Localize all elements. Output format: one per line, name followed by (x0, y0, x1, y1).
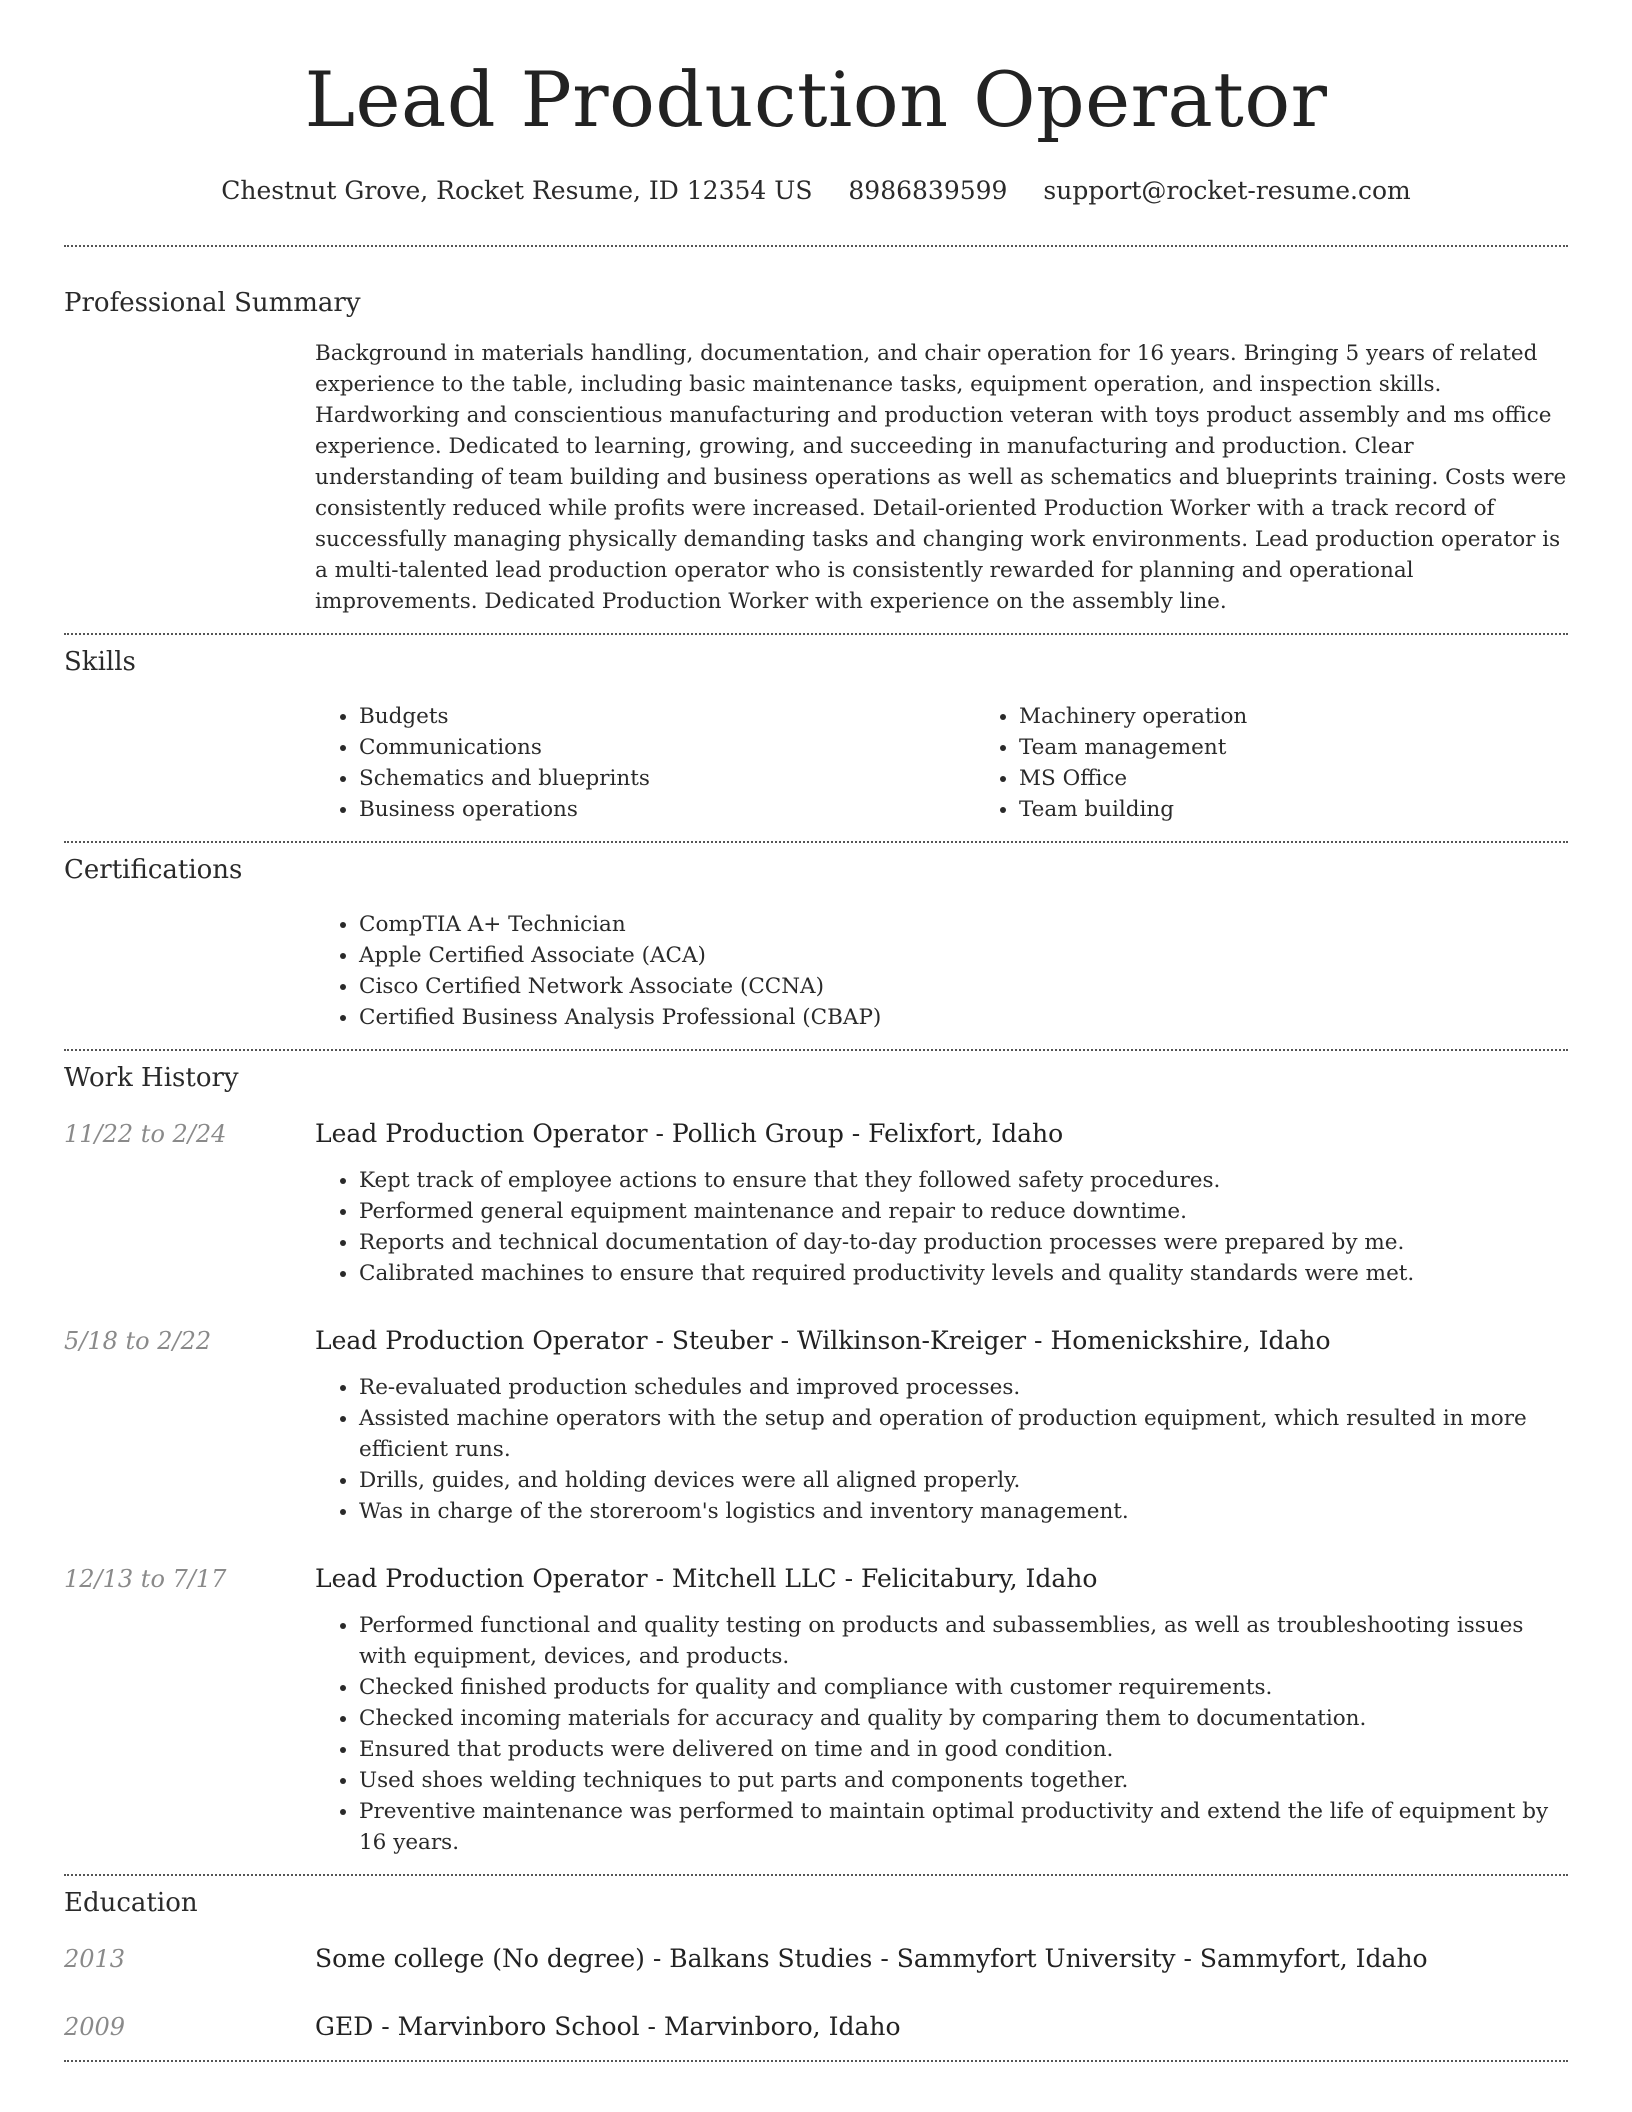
job-entry (64, 1117, 1568, 1289)
list-item: • Assisted machine operators with the setup and operation of production equipment, which resulted in more efficient runs. (359, 1403, 1568, 1465)
list-item: • Performed general equipment maintenance and repair to reduce downtime. (359, 1196, 1568, 1227)
summary-section (64, 247, 1568, 633)
certifications-title: Certifications (64, 855, 243, 885)
job-title: Lead Production Operator - Steuber - Wilkinson-Kreiger - Homenickshire, Idaho (315, 1326, 1331, 1355)
job-bullets (315, 1372, 1568, 1527)
list-item: • Business operations (359, 794, 975, 825)
education-year: 2013 (64, 1945, 126, 1973)
skills-right-list (975, 701, 1632, 825)
job-bullet-list (315, 1165, 1568, 1289)
resume-header (64, 0, 1568, 207)
certifications-list (315, 909, 1568, 1033)
list-item: • Schematics and blueprints (359, 763, 975, 794)
job-header (64, 1562, 1568, 1596)
certifications-body (315, 909, 1568, 1049)
job-dates: 5/18 to 2/22 (64, 1327, 212, 1355)
education-year: 2009 (64, 2013, 126, 2041)
job-entry (64, 1562, 1568, 1858)
list-item: • Reports and technical documentation of day-to-day production processes were prepared by me. (359, 1227, 1568, 1258)
divider (64, 2060, 1568, 2062)
job-title: Lead Production Operator - Pollich Group - Felixfort, Idaho (315, 1119, 1064, 1148)
list-item: • Drills, guides, and holding devices were all aligned properly. (359, 1465, 1568, 1496)
list-item: • Kept track of employee actions to ensure that they followed safety procedures. (359, 1165, 1568, 1196)
list-item: • Was in charge of the storeroom's logistics and inventory management. (359, 1496, 1568, 1527)
summary-title: Professional Summary (64, 288, 361, 318)
education-section (64, 1876, 1568, 2060)
skills-section (64, 635, 1568, 841)
job-header (64, 1117, 1568, 1151)
list-item: • Re-evaluated production schedules and improved processes. (359, 1372, 1568, 1403)
list-item: • Used shoes welding techniques to put parts and components together. (359, 1765, 1568, 1796)
list-item: • Preventive maintenance was performed to maintain optimal productivity and extend the life of equipment by 16 years. (359, 1796, 1568, 1858)
job-bullet-list (315, 1610, 1568, 1858)
work-section (64, 1051, 1568, 1874)
job-entry (64, 1324, 1568, 1527)
list-item: • MS Office (1019, 763, 1632, 794)
job-dates: 12/13 to 7/17 (64, 1565, 227, 1593)
phone: 8986839599 (848, 176, 1008, 205)
job-bullets (315, 1165, 1568, 1289)
list-item: • Machinery operation (1019, 701, 1632, 732)
education-entry (64, 2010, 1568, 2044)
list-item: • Certified Business Analysis Professional (CBAP) (359, 1002, 1568, 1033)
education-title: Education (64, 1888, 198, 1918)
list-item: • Ensured that products were delivered on time and in good condition. (359, 1734, 1568, 1765)
list-item: • CompTIA A+ Technician (359, 909, 1568, 940)
skills-grid (315, 701, 1568, 841)
education-text: GED - Marvinboro School - Marvinboro, Idaho (315, 2012, 901, 2041)
list-item: • Apple Certified Associate (ACA) (359, 940, 1568, 971)
education-entry (64, 1942, 1568, 1976)
list-item: • Team building (1019, 794, 1632, 825)
list-item: • Team management (1019, 732, 1632, 763)
work-title: Work History (64, 1063, 239, 1093)
address: Chestnut Grove, Rocket Resume, ID 12354 US (221, 176, 813, 205)
list-item: • Cisco Certified Network Associate (CCNA) (359, 971, 1568, 1002)
list-item: • Checked incoming materials for accuracy and quality by comparing them to documentation. (359, 1703, 1568, 1734)
email: support@rocket-resume.com (1043, 176, 1411, 205)
summary-text: Background in materials handling, documentation, and chair operation for 16 years. Bringing 5 years of related experience to the table, including basic maintenance tasks, equipment operation, and inspection skills. Hardworking and conscientious manufacturing and production veteran with toys product assembly and ms office experience. Dedicated to learning, growing, and succeeding in manufacturing and production. Clear understanding of team building and business operations as well as schematics and blueprints training. Costs were consistently reduced while profits were increased. Detail-oriented Production Worker with a track record of successfully managing physically demanding tasks and changing work environments. Lead production operator is a multi-talented lead production operator who is consistently rewarded for planning and operational improvements. Dedicated Production Worker with experience on the assembly line. (315, 341, 1567, 614)
job-bullet-list (315, 1372, 1568, 1527)
list-item: • Calibrated machines to ensure that required productivity levels and quality standards were met. (359, 1258, 1568, 1289)
list-item: • Communications (359, 732, 975, 763)
certifications-section (64, 843, 1568, 1049)
skills-title: Skills (64, 647, 136, 677)
job-header (64, 1324, 1568, 1358)
job-bullets (315, 1610, 1568, 1858)
job-dates: 11/22 to 2/24 (64, 1120, 227, 1148)
list-item: • Budgets (359, 701, 975, 732)
skills-left-list (315, 701, 975, 825)
list-item: • Performed functional and quality testing on products and subassemblies, as well as troubleshooting issues with equipment, devices, and products. (359, 1610, 1568, 1672)
contact-line (64, 175, 1568, 207)
list-item: • Checked finished products for quality and compliance with customer requirements. (359, 1672, 1568, 1703)
candidate-name: Lead Production Operator (304, 55, 1328, 144)
education-text: Some college (No degree) - Balkans Studies - Sammyfort University - Sammyfort, Idaho (315, 1944, 1428, 1973)
job-title: Lead Production Operator - Mitchell LLC - Felicitabury, Idaho (315, 1564, 1098, 1593)
